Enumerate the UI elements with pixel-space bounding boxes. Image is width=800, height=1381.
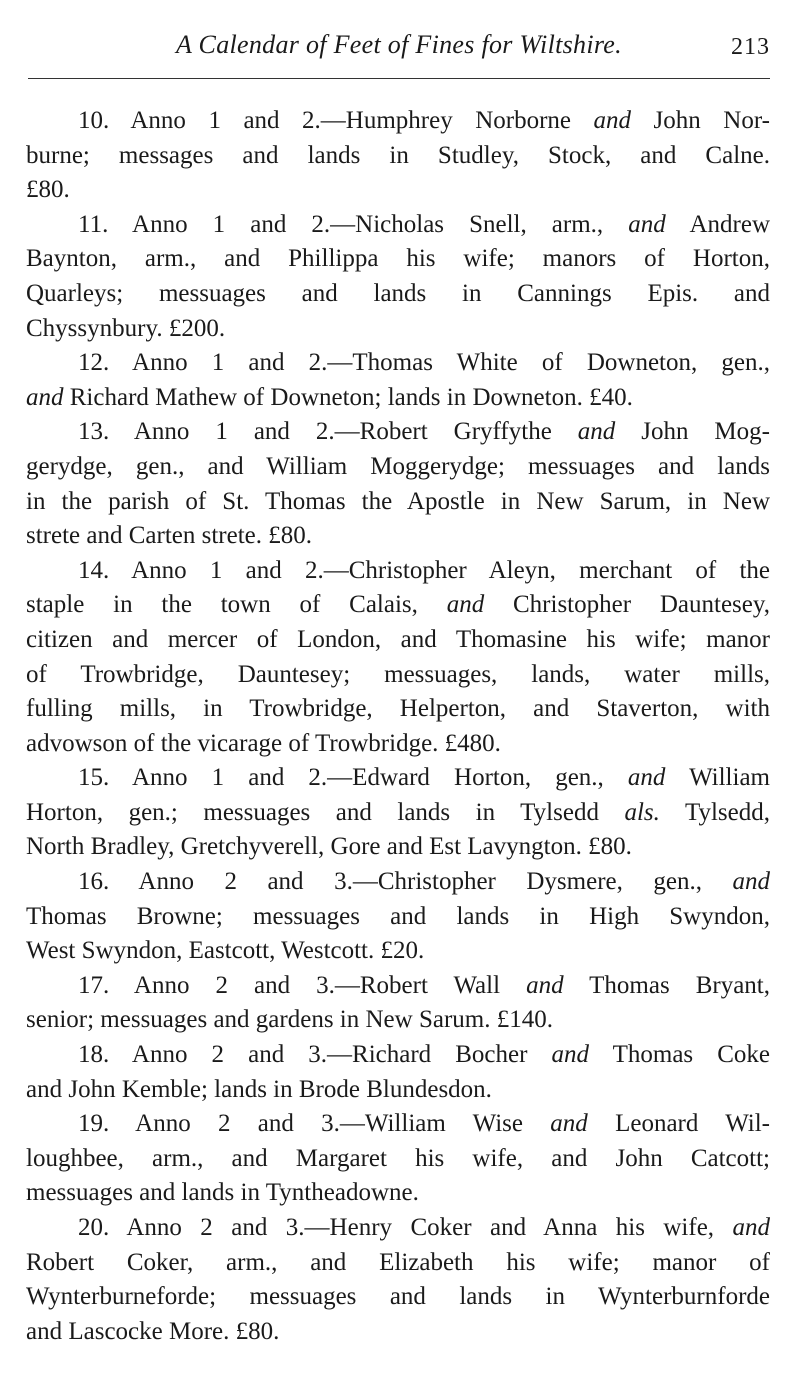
- entry-text: Christopher Dauntesey,: [484, 591, 770, 619]
- entry-text: strete and Carten strete. £80.: [26, 522, 313, 550]
- entry-text: Wynterburneforde; messuages and lands in Wynterburnforde: [26, 1283, 770, 1311]
- entry-line: [26, 623, 770, 658]
- fine-entry: [26, 104, 770, 208]
- entry-text: 12. Anno 1 and 2.—Thomas White of Downeton, gen.,: [78, 349, 770, 377]
- entry-line: [26, 104, 770, 139]
- entry-line: [26, 969, 770, 1004]
- entry-line: [26, 934, 770, 969]
- entry-text: Richard Mathew of Downeton; lands in Downeton. £40.: [63, 383, 633, 411]
- fine-entry: [26, 1107, 770, 1211]
- entry-text: 10. Anno 1 and 2.—Humphrey Norborne: [78, 107, 594, 134]
- entry-text: Baynton, arm., and Phillippa his wife; manors of Horton,: [26, 245, 770, 273]
- entry-line: [26, 588, 770, 623]
- fine-entry: [26, 208, 770, 346]
- entry-text: 17. Anno 2 and 3.—Robert Wall: [78, 971, 527, 999]
- entry-text: £80.: [26, 176, 70, 204]
- entry-text: and Lascocke More. £80.: [26, 1317, 280, 1345]
- entry-line: [26, 519, 770, 554]
- entry-text: Thomas Bryant,: [563, 971, 770, 999]
- entry-line: [26, 761, 770, 796]
- fine-entry: [26, 1038, 770, 1107]
- entry-text: in the parish of St. Thomas the Apostle in New Sarum, in New: [26, 487, 770, 515]
- entry-line: [26, 658, 770, 693]
- entry-text: fulling mills, in Trowbridge, Helperton, and Staverton, with: [26, 695, 770, 723]
- entry-line: [26, 1073, 770, 1108]
- italic-text: and: [732, 868, 770, 896]
- entry-text: 15. Anno 1 and 2.—Edward Horton, gen.,: [78, 764, 628, 792]
- italic-text: and: [526, 971, 564, 999]
- entry-line: [26, 727, 770, 762]
- entry-text: staple in the town of Calais,: [26, 591, 447, 619]
- entry-line: [26, 1315, 770, 1350]
- entry-line: [26, 692, 770, 727]
- entry-text: 11. Anno 1 and 2.—Nicholas Snell, arm.,: [78, 210, 629, 238]
- entry-line: [26, 381, 770, 416]
- entry-line: [26, 1211, 770, 1246]
- entry-text: West Swyndon, Eastcott, Westcott. £20.: [26, 937, 425, 965]
- entry-text: 18. Anno 2 and 3.—Richard Bocher: [78, 1041, 552, 1069]
- entry-text: messuages and lands in Tyntheadowne.: [26, 1179, 419, 1207]
- italic-text: and: [26, 383, 64, 411]
- entry-text: Tylsedd,: [659, 798, 770, 826]
- italic-text: als.: [624, 798, 660, 826]
- entry-text: Thomas Coke: [589, 1041, 770, 1069]
- entry-line: [26, 900, 770, 935]
- entry-line: [26, 485, 770, 520]
- italic-text: and: [593, 107, 632, 134]
- header-rule: [28, 78, 770, 79]
- entry-text: Chyssynbury. £200.: [26, 314, 226, 342]
- italic-text: and: [732, 1214, 770, 1241]
- italic-text: and: [628, 210, 666, 238]
- entry-text: Horton, gen.; messuages and lands in Tylsedd: [26, 798, 625, 826]
- entries-list: [26, 104, 770, 1349]
- fine-entry: [26, 865, 770, 969]
- entry-text: 20. Anno 2 and 3.—Henry Coker and Anna his wife,: [78, 1214, 733, 1241]
- entry-text: senior; messuages and gardens in New Sarum. £140.: [26, 1006, 553, 1034]
- entry-text: 16. Anno 2 and 3.—Christopher Dysmere, gen.,: [78, 868, 733, 896]
- fine-entry: [26, 415, 770, 553]
- fine-entry: [26, 554, 770, 762]
- entry-text: of Trowbridge, Dauntesey; messuages, lands, water mills,: [26, 660, 770, 688]
- entry-text: gerydge, gen., and William Moggerydge; messuages and lands: [26, 452, 770, 480]
- italic-text: and: [550, 1110, 588, 1138]
- fine-entry: [26, 761, 770, 865]
- entry-text: advowson of the vicarage of Trowbridge. £480.: [26, 729, 501, 757]
- entry-text: Quarleys; messuages and lands in Cannings Epis. and: [26, 279, 770, 307]
- entry-text: North Bradley, Gretchyverell, Gore and Est Lavyngton. £80.: [26, 833, 632, 861]
- entry-line: [26, 1246, 770, 1281]
- entry-text: Robert Coker, arm., and Elizabeth his wife; manor of: [26, 1248, 770, 1276]
- italic-text: and: [577, 418, 616, 446]
- entry-text: John Nor-: [631, 107, 770, 134]
- page-header: [28, 30, 770, 70]
- italic-text: and: [446, 591, 485, 619]
- entry-line: [26, 415, 770, 450]
- entry-line: [26, 139, 770, 174]
- entry-line: [26, 208, 770, 243]
- entry-line: [26, 1038, 770, 1073]
- entry-text: 14. Anno 1 and 2.—Christopher Aleyn, merchant of the: [78, 556, 770, 584]
- entry-text: John Mog-: [615, 418, 770, 446]
- entry-line: [26, 1176, 770, 1211]
- entry-text: 13. Anno 1 and 2.—Robert Gryffythe: [78, 418, 578, 446]
- entry-line: [26, 173, 770, 208]
- entry-line: [26, 865, 770, 900]
- entry-line: [26, 277, 770, 312]
- entry-line: [26, 312, 770, 347]
- entry-line: [26, 1003, 770, 1038]
- entry-line: [26, 1280, 770, 1315]
- entry-line: [26, 796, 770, 831]
- page-number: 213: [731, 34, 770, 60]
- entry-text: burne; messages and lands in Studley, Stock, and Calne.: [26, 141, 770, 169]
- entry-text: citizen and mercer of London, and Thomasine his wife; manor: [26, 625, 770, 653]
- entry-text: loughbee, arm., and Margaret his wife, and John Catcott;: [26, 1144, 770, 1172]
- entry-text: William: [665, 764, 770, 792]
- entry-text: Thomas Browne; messuages and lands in High Swyndon,: [26, 902, 770, 930]
- entry-line: [26, 554, 770, 589]
- entry-line: [26, 450, 770, 485]
- entry-line: [26, 830, 770, 865]
- italic-text: and: [627, 764, 666, 792]
- entry-line: [26, 1107, 770, 1142]
- entry-line: [26, 242, 770, 277]
- entry-line: [26, 346, 770, 381]
- entry-text: and John Kemble; lands in Brode Blundesdon.: [26, 1075, 492, 1103]
- italic-text: and: [551, 1041, 589, 1069]
- entry-line: [26, 1142, 770, 1177]
- fine-entry: [26, 969, 770, 1038]
- fine-entry: [26, 1211, 770, 1349]
- entry-text: Andrew: [665, 210, 770, 238]
- entry-text: 19. Anno 2 and 3.—William Wise: [78, 1110, 551, 1138]
- running-title: A Calendar of Feet of Fines for Wiltshire.: [176, 30, 622, 59]
- entry-text: Leonard Wil-: [587, 1110, 771, 1138]
- fine-entry: [26, 346, 770, 415]
